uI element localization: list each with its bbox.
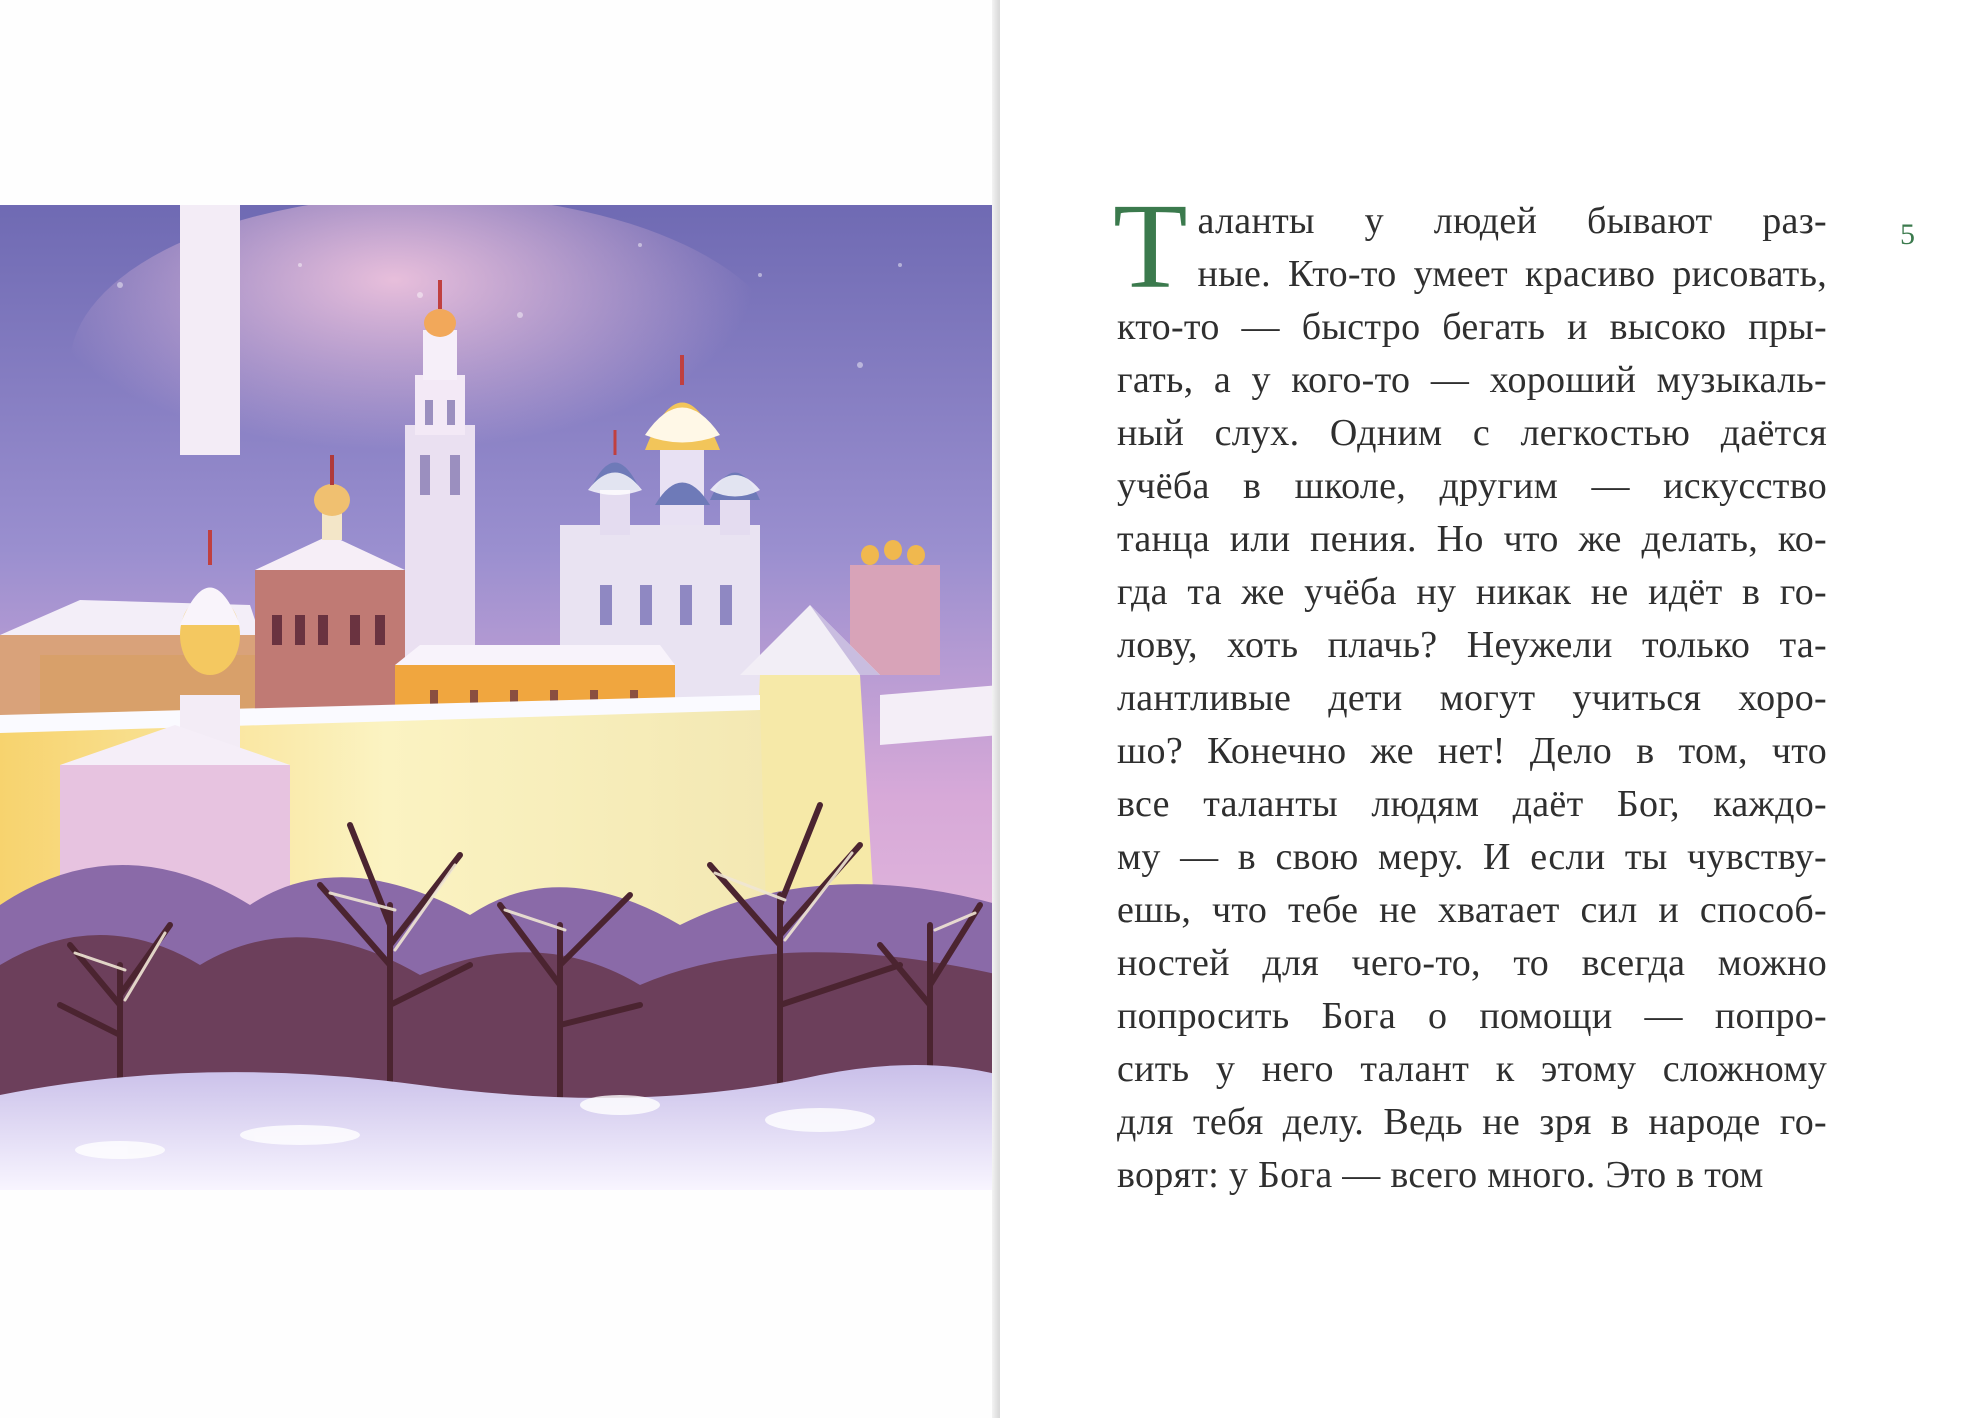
text-line: аланты у людей бывают раз-	[1197, 200, 1827, 242]
text-line: лову, хоть плачь? Неужели только та-	[1117, 624, 1827, 666]
body-text	[1113, 179, 1827, 1202]
text-line: кто-то — быстро бегать и высоко пры-	[1117, 306, 1827, 348]
monastery-illustration	[0, 205, 1000, 1190]
text-line: все таланты людям даёт Бог, каждо-	[1117, 783, 1827, 825]
text-line: му — в свою меру. И если ты чувству-	[1117, 836, 1827, 878]
text-line: ные. Кто-то умеет красиво рисовать,	[1197, 253, 1827, 295]
text-line: ворят: у Бога — всего много. Это в том	[1117, 1154, 1764, 1196]
text-line: ешь, что тебе не хватает сил и способ-	[1117, 889, 1827, 931]
drop-cap: Т	[1113, 179, 1188, 314]
text-line: гда та же учёба ну никак не идёт в го-	[1117, 571, 1827, 613]
text-line: ный слух. Одним с легкостью даётся	[1117, 412, 1827, 454]
text-line: учёба в школе, другим — искусство	[1117, 465, 1827, 507]
text-line: танца или пения. Но что же делать, ко-	[1117, 518, 1827, 560]
text-line: попросить Бога о помощи — попро-	[1117, 995, 1827, 1037]
page-number: 5	[1900, 218, 1915, 251]
text-line: ностей для чего-то, то всегда можно	[1117, 942, 1827, 984]
winter-monastery-painting	[0, 205, 1000, 1190]
text-line: шо? Конечно же нет! Дело в том, что	[1117, 730, 1827, 772]
text-line: для тебя делу. Ведь не зря в народе го-	[1117, 1101, 1827, 1143]
text-line: сить у него талант к этому сложному	[1117, 1048, 1827, 1090]
text-line: лантливые дети могут учиться хоро-	[1117, 677, 1827, 719]
text-line: гать, а у кого-то — хороший музыкаль-	[1117, 359, 1827, 401]
